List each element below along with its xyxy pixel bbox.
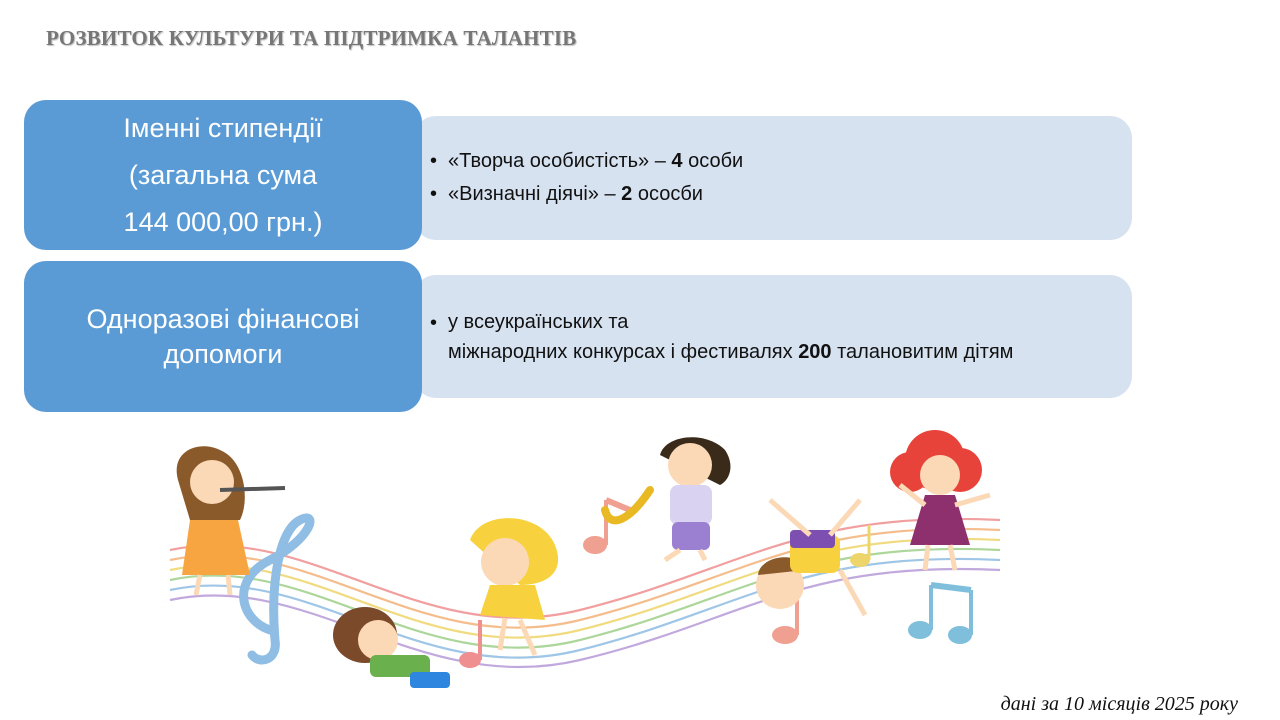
list-item	[430, 307, 1112, 367]
item-count: 2	[621, 183, 633, 205]
list-item	[430, 145, 1112, 178]
financial-aid-block	[24, 261, 1132, 412]
boy-saxophone-icon	[605, 437, 730, 560]
scholarship-label-line: (загальна сума	[128, 159, 318, 190]
scholarship-label-line: 144 000,00 грн.)	[123, 206, 323, 237]
scholarship-label-box	[24, 100, 422, 250]
item-text: • у всеукраїнських та	[448, 310, 629, 333]
financial-aid-label-line: допомоги	[163, 338, 283, 369]
item-text: «Творча особистість» –	[448, 150, 672, 172]
scholarship-list	[430, 116, 1112, 240]
boy-lying-icon	[333, 607, 450, 688]
item-text: міжнародних конкурсах і фестивалях	[448, 340, 799, 363]
item-count: 4	[671, 150, 683, 172]
item-text: ососби	[632, 183, 703, 205]
scholarship-label-line: Іменні стипендії	[123, 112, 323, 143]
children-music-illustration	[160, 410, 1060, 700]
item-text: «Визначні діячі» –	[448, 183, 622, 205]
scholarship-block	[24, 100, 1132, 250]
financial-aid-label-box	[24, 261, 422, 412]
slide-title: РОЗВИТОК КУЛЬТУРИ ТА ПІДТРИМКА ТАЛАНТІВ	[46, 26, 577, 50]
item-text-line	[448, 337, 1112, 367]
item-count: 200	[798, 340, 832, 363]
item-text: талановитим дітям	[831, 340, 1014, 363]
financial-aid-list	[430, 275, 1112, 398]
data-period-footnote: дані за 10 місяців 2025 року	[1000, 693, 1238, 715]
item-text: особи	[682, 150, 744, 172]
financial-aid-label-line: Одноразові фінансові	[86, 303, 360, 334]
list-item	[430, 178, 1112, 211]
